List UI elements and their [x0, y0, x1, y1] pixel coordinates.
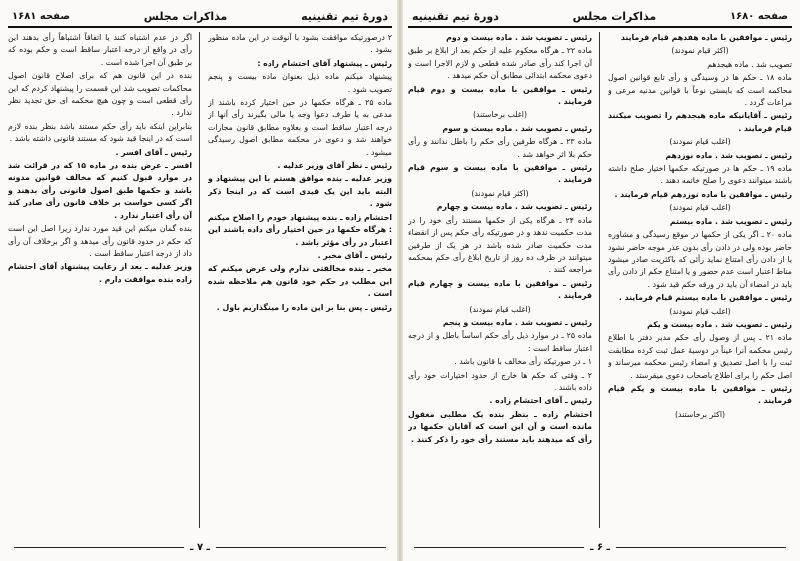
paragraph: رئیس ـ موافقین با ماده هفدهم قیام فرمایند [620, 33, 792, 42]
paragraph: وزیر عدلیه ـ بعد از رعایت پیشنهاد آقای احتشام زاده بنده موافقت دارم . [8, 262, 192, 284]
paragraph: رئیس ـ آقای افسر . [115, 147, 192, 157]
paragraph: ماده ۲۳ ـ هرگاه طرفین رأی حکم را باطل ندانند و رأی حکم بلا اثر خواهد شد . [408, 137, 592, 159]
paragraph: (اغلب قیام نمودند) [469, 304, 531, 314]
paragraph: رئیس ـ تصویب شد . ماده بیست و چهارم [436, 202, 592, 212]
right-page-header [408, 6, 792, 28]
paragraph: ماده ۲۲ ـ هرگاه محکوم علیه از حکم بعد از ابلاغ بر طبق آن اجرا کند رأی صادر شده قطعی و لازم الاجرا است و دعوی محکمه ابتدائی مطابق آن حکم میدهد . [408, 46, 592, 81]
right-page-footer [408, 539, 792, 555]
left-page-right-column [208, 32, 392, 528]
paragraph: ماده ۲۰ ـ اگر یکی از حکمها در موقع رسیدگی و مشاوره حاضر بوده ولی در دادن رأی بدون عذر موجه حاضر نشود یا از دادن رأی امتناع نماید رأئی که باکثریت صادر میشود مناط اعتبار است عدم حضور و یا امتناع حکم از دادن رأی باید در امضاء آن باید در ورقه حکم قید شود . [608, 230, 792, 289]
paragraph: تصویب شد . ماده هیجدهم [707, 59, 792, 69]
paragraph: رئیس ـ تصویب شد . ماده بیست و دوم [446, 33, 592, 42]
paragraph: رئیس ـ تصویب شد . ماده بیست و پنجم [442, 317, 592, 327]
right-page [408, 6, 792, 555]
paragraph: ماده ۱۹ ـ حکم ها در صورتیکه حکمها اختیار صلح داشته باشند میتوانند دعوی را صلح خاتمه دهند . [608, 164, 792, 186]
paragraph: رئیس ـ نظر آقای وزیر عدلیه . [277, 161, 392, 171]
paragraph: رئیس ـ آقای مخبر . [317, 250, 392, 260]
left-page-folio: ـ ۷ ـ [190, 541, 210, 553]
paragraph: احتشام زاده ـ بنده پیشنهاد خودم را اصلاح میکنم : هرگاه حکمها در حین اختیار رأی داده باشند این اعتبار در رأی مؤثر باشد . [208, 212, 392, 247]
paragraph: رئیس ـ پس بنا بر این ماده را مینگذاریم باول . [216, 302, 392, 312]
paragraph: وزیر عدلیه ـ بنده موافق هستم با این پیشنهاد و البته باید این یک قیدی است که در اینجا ذکر شود . [208, 174, 392, 209]
book-gutter [397, 0, 403, 561]
left-page [8, 6, 392, 555]
paragraph: (اکثر قیام نمودند) [471, 188, 529, 198]
paragraph: (اغلب برخاستند) [472, 110, 528, 120]
paragraph: رئیس ـ موافقین با ماده بیست و چهارم قیام فرمایند . [408, 278, 592, 301]
left-page-columns [8, 32, 392, 528]
paragraph: ماده ۲۴ ـ هرگاه یکی از حکمها مستند رأی خود را در مدت حکمیت ندهد و در صورتیکه رأی حکم پس از انقضاء مدت حکمیت صادر شده باشد در هر یک از طرفین میتوانند در ظرف ده روز از تاریخ ابلاغ رأی حکم بمحکمه مراجعه کنند . [408, 215, 592, 275]
right-page-columns [408, 32, 792, 528]
left-page-footer [8, 539, 392, 555]
right-page-number: صفحه ۱۶۸۰ [729, 10, 788, 22]
paragraph: (اغلب قیام نمودند) [669, 203, 731, 213]
paragraph: رئیس ـ موافقین با ماده بیست و یکم قیام فرمایند . [608, 383, 792, 406]
paragraph: پیشنهاد میکنم ماده ذیل بعنوان ماده بیست و پنجم تصویب شود . [208, 72, 392, 94]
left-page-left-column [8, 32, 192, 528]
paragraph: بنابراین اینکه باید رأی حکم مستند باشد بنظر بنده لازم است که در اینجا قید شود که مستند قانونی داشته باشد . [8, 121, 192, 144]
paragraph: ماده ۲۵ ـ در موارد ذیل رأی حکم اساساً باطل و از درجه اعتبار ساقط است : [408, 331, 592, 353]
paragraph: احتشام زاده ـ بنظر بنده یک مطلبی مغفول مانده است و آن این است که آقایان حکمها در رأی که میدهند باید مستند رأی خود را ذکر کنند . [408, 409, 592, 444]
paragraph: رئیس ـ موافقین با ماده نوزدهم قیام فرمایند . [614, 189, 792, 199]
paragraph: ماده ۲۱ ـ پس از وصول رأی حکم مدیر دفتر با اطلاع رئیس محکمه آنرا عیناً در دوسیهٔ عمل ثبت کرده مطابقت ثبت را با اصل تصدیق و امضاء رئیس محکمه میرساند و اصل حکم را برای اطلاع باصحاب دعوی میفرستد . [608, 333, 792, 380]
paragraph: ماده ۱۸ ـ حکم ها در وسیدگی و رأی تابع قوانین اصول محاکمه است که بایستی نوعاً با قوانین مدنیه مرعی و مراعات گردد . [608, 73, 792, 108]
column-divider [599, 32, 600, 528]
paragraph: بنده گمان میکنم این قید مورد ندارد زیرا اصل این است که حکم در حدود قانون رأی میدهد و اگر برخلاف آن رأی داد از درجه اعتبار ساقط است . [8, 224, 192, 258]
paragraph: رئیس ـ پیشنهاد آقای احتشام زاده : [257, 58, 392, 68]
paragraph: رئیس ـ آقایانیکه ماده هیجدهم را تصویب میکنند قیام فرمایند . [608, 111, 792, 133]
paragraph: رئیس ـ موافقین با ماده بیستم قیام فرمایند . [618, 293, 792, 303]
paragraph: رئیس ـ تصویب شد . ماده بیست و سوم [442, 123, 592, 133]
paragraph: رئیس ـ تصویب شد . ماده بیست و یکم [647, 319, 792, 329]
paragraph: ۲ درصورتیکه موافقت بشود با آنوقت در این ماده منظور بشود . [208, 33, 392, 55]
left-page-header [8, 6, 392, 28]
right-page-right-column [608, 32, 792, 528]
left-page-number: صفحه ۱۶۸۱ [12, 10, 71, 22]
paragraph: (اغلب قیام نمودند) [669, 137, 731, 147]
left-session-title: دورۀ تیم تقنینیه [301, 9, 388, 23]
paragraph: بنده در این قانون هم که برای اصلاح قانون اصول محاکمات تصویب شد این قسمت را پیشنهاد کردم که این رأی قطعی است و چون هیچ محکمه ای حق تجدید نظر ندارد . [8, 71, 192, 118]
right-page-left-column [408, 32, 592, 528]
paragraph: رئیس ـ موافقین با ماده بیست و دوم قیام فرمایند . [408, 84, 592, 107]
paragraph: رئیس ـ تصویب شد . ماده بیستم [669, 216, 792, 226]
left-title: مذاکرات مجلس [143, 9, 228, 23]
right-session-title: دورۀ تیم تقنینیه [412, 9, 499, 23]
paragraph: ماده ۲۵ ـ هرگاه حکمها در حین اختیار کرده باشند از مدعی به یا طرف دعوا وجه یا مالی بگیرند رأی آنها از درجه اعتبار ساقط است و بعلاوه مطابق قانون مجازات خواهند شد و دعوی در محکمه مطابق اصول رسیدگی میشود . [208, 98, 392, 157]
paragraph: (اکثر قیام نمودند) [671, 46, 729, 56]
paragraph: ۲ ـ وقتی که حکم ها خارج از حدود اختیارات خود رأی داده باشند . [408, 370, 592, 392]
paragraph: (اغلب قیام نمودند) [669, 306, 731, 316]
paragraph: مخبر ـ بنده مخالفتی ندارم ولی عرض میکنم که این مطلب در حکم خود قانون هم ملاحظه شده است . [208, 264, 392, 299]
paragraph: رئیس ـ آقای احتشام زاده . [489, 396, 592, 406]
paragraph: اگر در عدم اشتباه کنند یا اتفاقاً اشتباهاً رأی بدهند این رأی در واقع از درجه اعتبار ساقط است و حکم بوده که بر طبق آن اجرا شده است . [8, 33, 192, 67]
paragraph: رئیس ـ موافقین با ماده بیست و سوم قیام فرمایند . [408, 163, 592, 185]
right-title: مذاکرات مجلس [572, 9, 657, 23]
right-page-folio: ـ ۶ ـ [590, 541, 610, 553]
paragraph: ۱ ـ در صورتیکه رأی مخالف با قانون باشد . [454, 357, 592, 367]
column-divider [199, 32, 200, 528]
paragraph: رئیس ـ تصویب شد . ماده نوزدهم [665, 150, 792, 160]
paragraph: افسر ـ عرض بنده در ماده ۱۵ که در قرائت شد در موارد قبول کنیم که مخالف قوانین مدونه باشد و حکمها طبق اصول قانونی رأی بدهند و اگر کسی خواست بر خلاف قانون رأی صادر کند آن رأی اعتبار ندارد . [8, 161, 192, 220]
paragraph: (اکثر برخاستند) [674, 409, 726, 419]
